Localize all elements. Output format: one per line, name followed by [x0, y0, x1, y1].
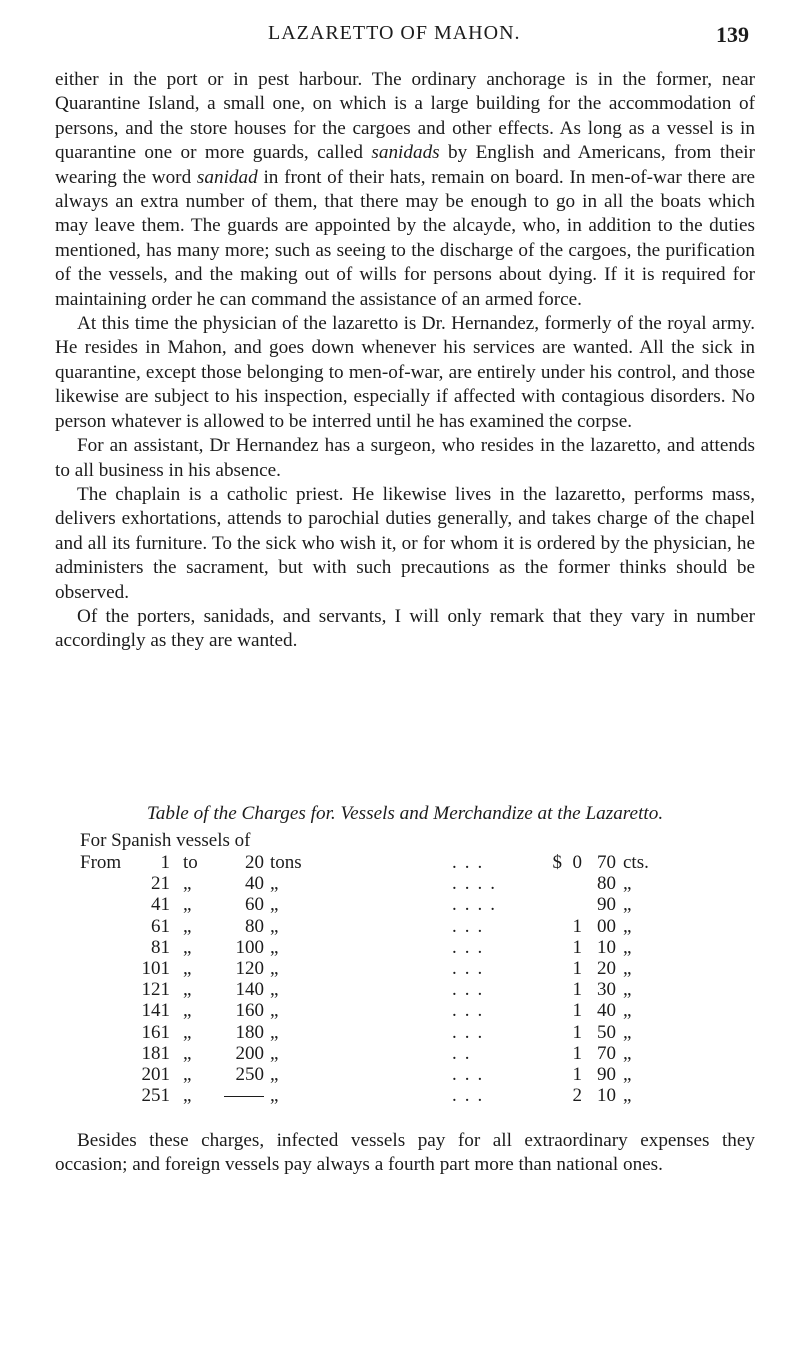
table-row	[80, 1064, 730, 1085]
cell-cents-unit: „	[623, 1063, 632, 1085]
cell-cents-unit: „	[623, 873, 632, 895]
cell-cents: 90	[597, 1063, 616, 1085]
cell-to: „	[183, 936, 192, 958]
cell-cents: 20	[597, 957, 616, 979]
cell-dots: ...	[452, 936, 491, 958]
cell-low: 1	[160, 852, 170, 873]
cell-to: „	[183, 1063, 192, 1085]
cell-low: 251	[141, 1085, 170, 1107]
cell-low: 101	[141, 957, 170, 979]
cell-dots: ...	[452, 915, 491, 937]
cell-cents: 10	[597, 936, 616, 958]
cell-high: 40	[245, 873, 264, 895]
cell-cents: 10	[597, 1085, 616, 1107]
cell-unit: „	[270, 894, 279, 916]
cell-dots: ...	[452, 1085, 491, 1107]
cell-low: 161	[141, 1021, 170, 1043]
cell-dollars: 1	[572, 1000, 582, 1022]
table-caption: Table of the Charges for. Vessels and Merchandize at the Lazaretto.	[146, 803, 664, 824]
cell-low: 201	[141, 1063, 170, 1085]
cell-low: 121	[141, 979, 170, 1001]
table-row	[80, 873, 730, 894]
cell-to: „	[183, 1000, 192, 1022]
table-row	[80, 937, 730, 958]
cell-dots: ...	[452, 1000, 491, 1022]
cell-high: 60	[245, 894, 264, 916]
table-row	[80, 1043, 730, 1064]
cell-to: „	[183, 979, 192, 1001]
cell-dollars: 1	[572, 1021, 582, 1043]
cell-high: 20	[245, 852, 264, 873]
table-row	[80, 1022, 730, 1043]
cell-dots: ...	[452, 1021, 491, 1043]
cell-dollars: 1	[572, 915, 582, 937]
table-row	[80, 1085, 730, 1106]
cell-cents: 80	[597, 873, 616, 895]
cell-to: „	[183, 1085, 192, 1107]
table-row	[80, 894, 730, 915]
cell-cents: 50	[597, 1021, 616, 1043]
cell-to: „	[183, 873, 192, 895]
cell-cents-unit: „	[623, 936, 632, 958]
table-row	[80, 979, 730, 1000]
table-row	[80, 916, 730, 937]
cell-dollars: 1	[572, 957, 582, 979]
cell-cents: 70	[597, 1042, 616, 1064]
cell-unit: „	[270, 1063, 279, 1085]
cell-cents-unit: „	[623, 915, 632, 937]
page-number: 139	[716, 22, 749, 47]
cell-cents-unit: cts.	[623, 852, 649, 873]
cell-dots: ..	[452, 1042, 478, 1064]
closing-text	[55, 1129, 755, 1178]
cell-high: 250	[235, 1063, 264, 1085]
cell-to: „	[183, 894, 192, 916]
cell-unit: „	[270, 1042, 279, 1064]
cell-cents: 90	[597, 894, 616, 916]
cell-high: 80	[245, 915, 264, 937]
cell-low: 21	[151, 873, 170, 895]
cell-unit: „	[270, 979, 279, 1001]
paragraph-chaplain: The chaplain is a catholic priest. He likewise lives in the lazaretto, performs mass, delivers exhortations, attends to parochial duties generally, and takes charge of the chapel and all its furniture. To the sick who wish it, or for whom it is ordered by the physician, he administers the sacrament, but with such precautions as the former thinks should be observed.	[55, 483, 755, 603]
cell-cents-unit: „	[623, 957, 632, 979]
paragraph-porters: Of the porters, sanidads, and servants, I will only remark that they vary in number accordingly as they are wanted.	[55, 605, 755, 652]
cell-dollars: 0	[572, 852, 582, 873]
cell-high: 200	[235, 1042, 264, 1064]
cell-high: 100	[235, 936, 264, 958]
cell-dots: ....	[452, 894, 503, 916]
cell-low: 141	[141, 1000, 170, 1022]
cell-unit: „	[270, 936, 279, 958]
cell-to: „	[183, 1042, 192, 1064]
cell-dollars: 1	[572, 936, 582, 958]
cell-cents: 40	[597, 1000, 616, 1022]
cell-dots: ...	[452, 979, 491, 1001]
cell-unit: „	[270, 957, 279, 979]
cell-dollars: 1	[572, 1042, 582, 1064]
page-header	[0, 22, 800, 52]
cell-dots: ...	[452, 1063, 491, 1085]
cell-cents-unit: „	[623, 1021, 632, 1043]
table-row	[80, 1000, 730, 1021]
paragraph-guards: either in the port or in pest harbour. The ordinary anchorage is in the former, near Quarantine Island, a small one, on which is a large building for the accommodation of persons, and the store houses for the cargoes and other effects. As long as a vessel is in quarantine one or more guards, called sanidads by English and Americans, from their wearing the word sanidad in front of their hats, remain on board. In men-of-war there are always an extra number of them, that there may be enough to go in all the boats which may leave them. The guards are appointed by the alcayde, who, in addition to the duties mentioned, has many more; such as seeing to the discharge of the cargoes, the purification of the vessels, and the making out of wills for persons about dying. If it is required for maintaining order he can command the assistance of an armed force.	[55, 69, 755, 310]
cell-low: 61	[151, 915, 170, 937]
cell-high: 120	[235, 957, 264, 979]
cell-high: 160	[235, 1000, 264, 1022]
table-row	[80, 958, 730, 979]
cell-unit: tons	[270, 852, 302, 873]
body-text	[55, 68, 755, 654]
cell-unit: „	[270, 1085, 279, 1107]
cell-low: 81	[151, 936, 170, 958]
cell-unit: „	[270, 1021, 279, 1043]
paragraph-physician: At this time the physician of the lazaretto is Dr. Hernandez, formerly of the royal army. He resides in Mahon, and goes down whenever his services are wanted. All the sick in quarantine, except those belonging to men-of-war, are entirely under his control, and those likewise are subject to his inspection, especially if affected with contagious disorders. No person whatever is allowed to be interred until he has examined the corpse.	[55, 313, 755, 432]
paragraph-assistant: For an assistant, Dr Hernandez has a surgeon, who resides in the lazaretto, and attends to all business in his absence.	[55, 435, 755, 481]
paragraph-closing: Besides these charges, infected vessels pay for all extraordinary expenses they occasion; and foreign vessels pay always a fourth part more than national ones.	[55, 1130, 755, 1176]
cell-to: „	[183, 915, 192, 937]
cell-high	[218, 1085, 264, 1107]
cell-dollars: 1	[572, 979, 582, 1001]
cell-cents: 00	[597, 915, 616, 937]
cell-dots: ...	[452, 852, 491, 873]
cell-from: From	[80, 852, 122, 873]
table-row	[80, 852, 730, 873]
cell-cents-unit: „	[623, 1000, 632, 1022]
cell-low: 41	[151, 894, 170, 916]
cell-cents-unit: „	[623, 979, 632, 1001]
cell-unit: „	[270, 873, 279, 895]
cell-dollar: $	[552, 852, 562, 873]
cell-to: to	[183, 852, 198, 873]
cell-to: „	[183, 1021, 192, 1043]
cell-cents: 70	[597, 852, 616, 873]
cell-dots: ...	[452, 957, 491, 979]
cell-low: 181	[141, 1042, 170, 1064]
charges-table	[80, 852, 730, 1106]
dash-rule	[224, 1096, 264, 1097]
cell-high: 140	[235, 979, 264, 1001]
cell-dots: ....	[452, 873, 503, 895]
cell-cents-unit: „	[623, 894, 632, 916]
cell-dollars: 2	[572, 1085, 582, 1107]
table-intro: For Spanish vessels of	[80, 830, 251, 851]
cell-cents: 30	[597, 979, 616, 1001]
cell-unit: „	[270, 1000, 279, 1022]
cell-cents-unit: „	[623, 1085, 632, 1107]
running-title: LAZARETTO OF MAHON.	[268, 22, 521, 44]
cell-unit: „	[270, 915, 279, 937]
cell-dollars: 1	[572, 1063, 582, 1085]
cell-to: „	[183, 957, 192, 979]
cell-cents-unit: „	[623, 1042, 632, 1064]
cell-high: 180	[235, 1021, 264, 1043]
